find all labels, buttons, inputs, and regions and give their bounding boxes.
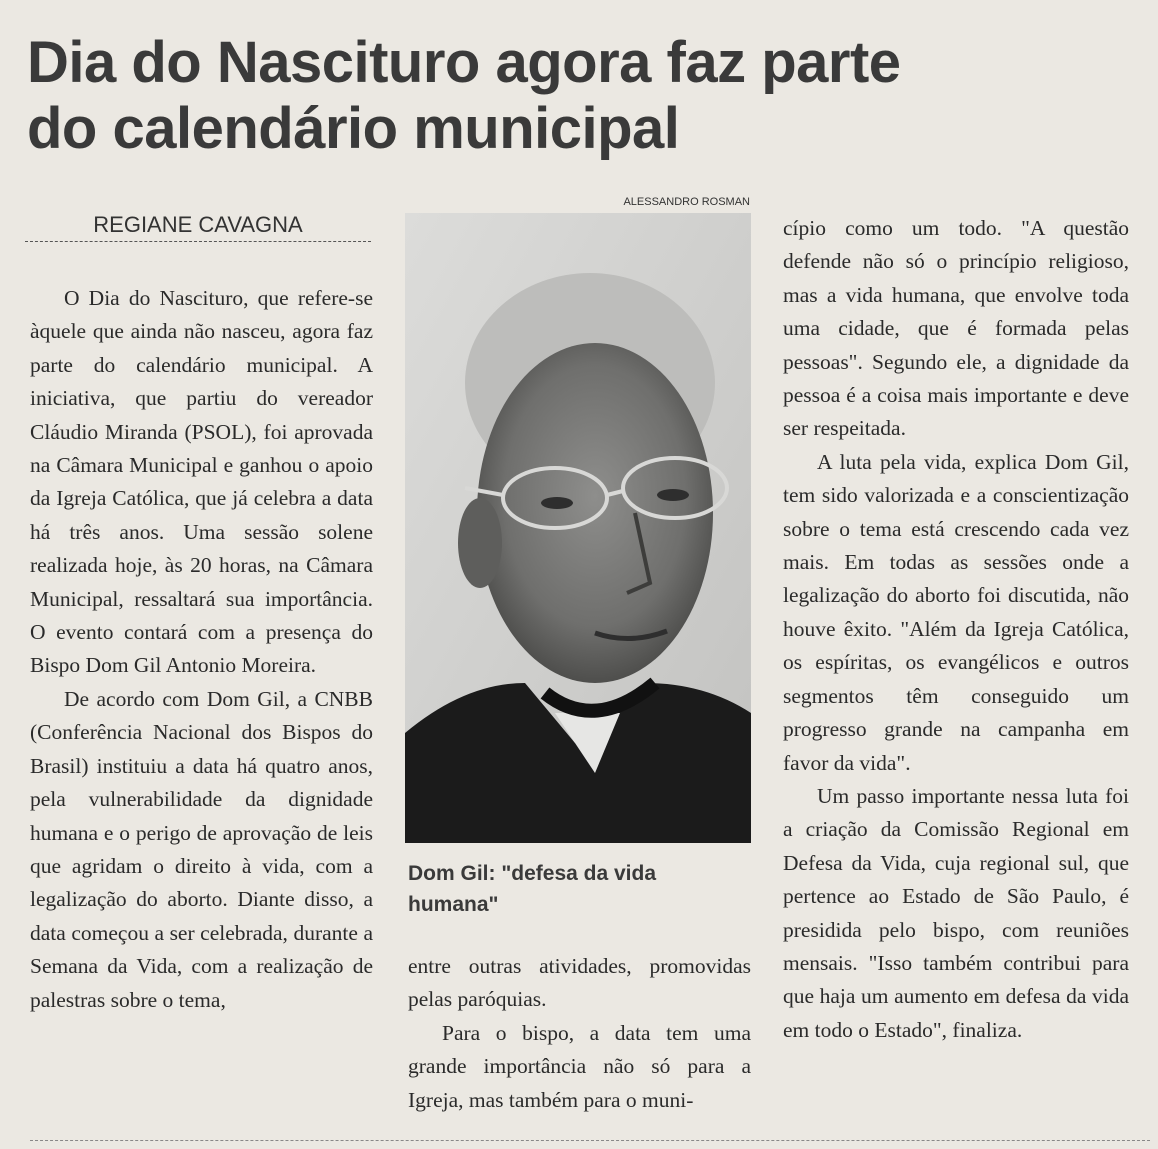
paragraph: entre outras atividades, promovidas pelas paróquias. [408,954,751,1012]
photo-caption: Dom Gil: "defesa da vida humana" [408,862,657,916]
paragraph: O Dia do Nascituro, que refere-se àquele que ainda não nasceu, agora faz parte do calendário municipal. A iniciativa, que partiu do vereador Cláudio Miranda (PSOL), foi aprovada na Câmara Municipal e ganhou o apoio da Igreja Católica, que já celebra a data há três anos. Uma sessão solene realizada hoje, às 20 horas, na Câmara Municipal, ressaltará sua importância. O evento contará com a presença do Bispo Dom Gil Antonio Moreira. [30,286,373,678]
byline: REGIANE CAVAGNA [25,212,371,242]
portrait-illustration [405,213,751,843]
column-1 [30,282,373,1017]
paragraph: Para o bispo, a data tem uma grande importância não só para a Igreja, mas também para o muni- [408,1020,751,1112]
paragraph: De acordo com Dom Gil, a CNBB (Conferência Nacional dos Bispos do Brasil) instituiu a data há quatro anos, pela vulnerabilidade da dignidade humana e o perigo de aprovação de leis que agridam o direito à vida, com a legalização do aborto. Diante disso, a data começou a ser celebrada, durante a Semana da Vida, com a realização de palestras sobre o tema, [30,686,373,1012]
paragraph: Um passo importante nessa luta foi a criação da Comissão Regional em Defesa da Vida, cuja regional sul, que pertence ao Estado de São Paulo, é presidida pelo bispo, com reuniões mensais. "Isso também contribui para que haja um aumento em defesa da vida em todo o Estado", finaliza. [783,783,1129,1042]
headline: Dia do Nascituro agora faz parte do calendário municipal [27,30,901,161]
bottom-divider [30,1140,1150,1141]
photo-credit: ALESSANDRO ROSMAN [623,196,750,208]
column-2 [408,950,751,1117]
paragraph: A luta pela vida, explica Dom Gil, tem sido valorizada e a conscientização sobre o tema está crescendo cada vez mais. Em todas as sessões onde a legalização do aborto foi discutida, não houve êxito. "Além da Igreja Católica, os espíritas, os evangélicos e outros segmentos têm conseguido um progresso grande na campanha em favor da vida". [783,449,1129,775]
column-3 [783,212,1129,1047]
portrait-photo [405,213,751,843]
paragraph: cípio como um todo. "A questão defende não só o princípio religioso, mas a vida humana, que envolve toda uma cidade, que é formada pelas pessoas". Segundo ele, a dignidade da pessoa é a coisa mais importante e deve ser respeitada. [783,216,1129,441]
bleed-through-text [1000,0,1158,80]
